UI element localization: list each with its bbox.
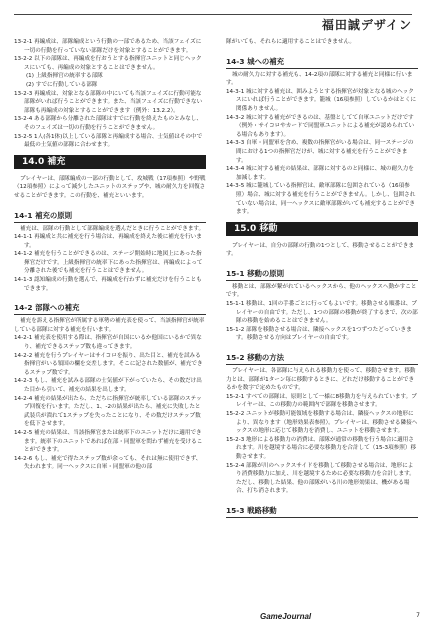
- subsection-heading: 15-3 戦路移動: [226, 505, 418, 518]
- paragraph: 15-2-3 地形による移動力の消費は、部隊が通常の移動を行う場合に適用されます。川を越境する場合に必要な移動力を合計して（15-3項参照）移動させます。: [226, 436, 417, 460]
- paragraph: 移動とは、部隊が繋がれているヘックスから、他のヘックスへ動かすことです。: [226, 283, 417, 299]
- paragraph: 13-2-3 再編成は、対象となる部隊の中にいても当該フェイズに行動可能な部隊がいれば行うことができます。また、当該フェイズに行動できない部隊も再編成の対象とすることができます（例外：13.2.2）。: [14, 90, 203, 114]
- left-column: [14, 38, 206, 472]
- subsection-heading: 14-1 補充の原則: [14, 210, 206, 223]
- paragraph: 15-2-4 部隊が川のヘックスサイドを移動して移動させる場合は、地形により消費移動力に加え、川を越境するために必要な移動力を合計します。ただし、移動した結果、他の部隊がいる川の地形効果は、機がある場合、打ち消されます。: [226, 462, 415, 495]
- paragraph: 13-2-4 ある部隊から分離された部隊はすでに行動を終えたものとみなし、そのフェイズは一切の行動を行うことができません。: [14, 116, 203, 131]
- paragraph: 14-2-2 補充を行うプレイヤーはサイコロを振り、出た目と、補充を試みる指揮官がいる領国の欄を交差します。そこに記された数値が、補充できるステップ数です。: [14, 352, 203, 376]
- paragraph: 15-2-2 ユニットが移動可能領域を移動する場合は、隣接ヘックスの地形により、異なります（地形効果表参照）。プレイヤーは、移動させる隣接ヘックスの地形に応じて移動力を消費し、ユニットを移動させます。: [226, 411, 418, 435]
- paragraph: 14-2-5 補充の結果は、当該指揮官または統率下のユニットだけに適用できます。統率下のユニットであれば在部・同盟軍を問わず補充を受けることができます。: [14, 429, 203, 454]
- subsection-heading: 15-2 移動の方法: [226, 352, 418, 365]
- paragraph: 15-1-2 部隊を移動させる場合は、隣接ヘックスを1つずつたどっていきます。移動させる方向はプレイヤーの自由です。: [226, 326, 412, 342]
- paragraph: 15-1-1 移動は、1回の手番ごとに行ってもよいです。移動させる順番は、プレイヤーの自由です。ただし、1つの部隊の移動が終了するまで、次の部隊の移動を始めることはできません。: [226, 301, 418, 325]
- brand-title: 福田誠デザイン: [321, 18, 412, 32]
- paragraph: 14-1-3 認知編成の行動を選んで、再編成を行わずに補充だけを行うこともできます。: [14, 277, 202, 292]
- paragraph: プレイヤーは、各部隊に与えられる移動力を使って、移動させます。移動力とは、部隊が1ターン毎に移動するときに、どれだけ移動することができるかを数字で定めたものです。: [226, 368, 416, 392]
- subsection-heading: 14-2 部隊への補充: [14, 302, 206, 315]
- page-number: 7: [416, 612, 420, 619]
- journal-logo: GameJournal: [260, 612, 312, 621]
- paragraph: 14-2-3 もし、補充を試みる部隊の士気値が下がっていたら、その数だけ出た目から引いて、補充の結果を出します。: [14, 378, 202, 393]
- header-rule: [14, 14, 412, 15]
- subsection-heading: 14-3 城への補充: [226, 56, 418, 69]
- paragraph: 14-3-5 城に籠城している指揮官は、敵軍部隊に包囲されている（16項参照）場合、城に対する補充を行うことができません。しかし、包囲されていない場合は、同一ヘックスに敵軍部隊がいても補充することができます。: [226, 183, 416, 216]
- paragraph: 14-1-2 補充を行うことができるのは、ステージ開始時に地図上にあった指揮官だけです。上級指揮官の統率下にあった指揮官は、再編成によって分離された後でも補充を行うことはできません。: [14, 251, 203, 275]
- list-item: (2) すでに行動している部隊: [26, 81, 98, 88]
- paragraph: 城の耐久力に対する補充も、14-2項の部隊に対する補充と同様に行います。: [226, 71, 413, 87]
- paragraph: 14-3-1 城に対する補充は、囲みようとする指揮官が対象となる城のヘックスにいれば行うことができます。籠城（16項参照）しているかはとくに関係ありません。: [226, 88, 417, 112]
- subsection-heading: 15-1 移動の原則: [226, 268, 418, 281]
- paragraph: 補充を訴える指揮官が所属する軍勢の補充表を使って、当該指揮官が統率している部隊に対する補充を行います。: [14, 318, 205, 333]
- paragraph: 15-2-1 すべての部隊は、原則として一様に8移動力を与えられています。プレイヤーは、この移動力の範囲内で部隊を移動させます。: [226, 393, 417, 409]
- section-heading: 15.0 移動: [226, 222, 418, 236]
- paragraph: 13-2-1 再編成は、部隊編成という行動の一部であるため、当該フェイズに一切の行動を行っていない部隊だけを対象とすることができます。: [14, 39, 202, 54]
- paragraph: 14-3-2 城に対する補充ができるのは、基盤としてて自軍ユニットだけです（例外・サイコロやカードで同盟軍ユニットによる補充が認められている場合もあります）。: [226, 114, 415, 138]
- paragraph: 14-1-1 再編成と共に補充を行う場合は、再編成を終えた後に補充を行います。: [14, 234, 202, 249]
- paragraph: 13-2-2 以下の部隊は、再編成を行おうとする指揮官ユニットと同じヘックスにいても、再編成の対象とすることはできません。: [14, 56, 202, 71]
- paragraph: 14-3-4 城に対する補充の結果は、部隊に対するのと同様に、城の耐久力を加減します。: [226, 166, 414, 181]
- list-item: (1) 上級指揮官の統率する部隊: [26, 73, 103, 80]
- paragraph: 隊がいても、それらに適用することはできません。: [226, 39, 355, 45]
- paragraph: プレイヤーは、自分の部隊の行動の1つとして、移動させることができます。: [226, 242, 414, 258]
- paragraph: 13-2-5 1人(各1体)以上している部隊と再編成する場合、士気値はその中で最低の士気値の部隊に合わせます。: [14, 133, 203, 149]
- paragraph: 14-2-6 もし、補充で得たステップ数が余っても、それは無に使用できず、失われます。同一ヘックスに自軍・同盟軍の他の部: [14, 455, 202, 471]
- right-column: [226, 38, 418, 520]
- paragraph: 14-3-3 自軍・同盟軍を含め、複数の指揮官がいる場合は、同一ステージの間における1つの指揮官だけが、城に対する補充を行うことができます。: [226, 140, 414, 164]
- paragraph: 14-2-4 補充の結果が出たら、ただちに指揮官が統率している部隊のステップ回復を行います。ただし、1、-2の結果が出たら、補充に失敗したと武装兵が潰れて1ステップを失ったことになり、その数だけステップ数を低下させます。: [14, 395, 202, 428]
- paragraph: 補充は、部隊の行動として部隊編成を選んだときに行うことができます。: [20, 225, 205, 232]
- paragraph: 14-2-1 補充表を使用する際は、指揮官が自国にいるか他国にいるかで異なり、補充できるステップ数も違ってきます。: [14, 335, 202, 351]
- paragraph: プレイヤーは、部隊編成の一部の行動として、攻城戦（17項参照）や野戦（12項参照）によって減少したユニットのステップや、城の耐久力を回復させることができます。この行動を、補充といいます。: [14, 175, 206, 199]
- section-heading: 14.0 補充: [14, 155, 206, 169]
